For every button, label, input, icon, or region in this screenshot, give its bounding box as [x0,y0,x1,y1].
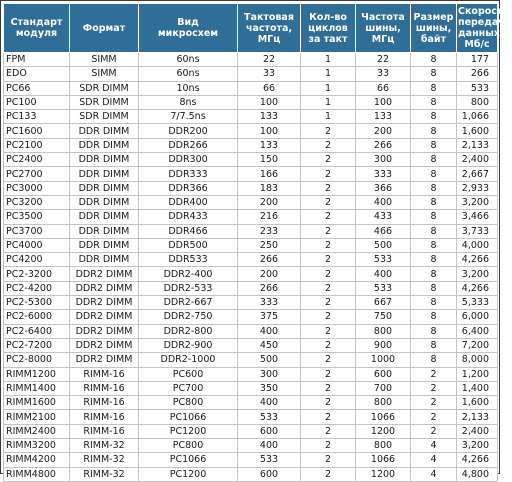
cell-transfer-rate: 1,066 [457,110,498,124]
cell-bus-width: 8 [411,224,457,238]
memory-module-spec-table [3,3,512,482]
cell-chip-type: DDR2-750 [139,310,238,324]
cell-bus-frequency: 750 [356,310,411,324]
cell-bus-frequency: 533 [356,281,411,295]
cell-cycles-per-clock: 2 [301,253,356,267]
cell-cycles-per-clock: 2 [301,424,356,438]
cell-clock-frequency: 600 [238,467,301,481]
cell-cycles-per-clock: 2 [301,353,356,367]
table-row [4,296,498,310]
cell-clock-frequency: 133 [238,110,301,124]
header-bus-frequency: Частота шины, МГц [356,4,411,53]
cell-module-standard: PC2-8000 [4,353,70,367]
cell-chip-type: 8ns [139,95,238,109]
cell-transfer-rate: 7,200 [457,338,498,352]
cell-format: SDR DIMM [70,81,139,95]
cell-bus-frequency: 100 [356,95,411,109]
cell-cycles-per-clock: 2 [301,296,356,310]
cell-chip-type: PC1200 [139,467,238,481]
cell-cycles-per-clock: 2 [301,396,356,410]
cell-bus-width: 2 [411,381,457,395]
cell-transfer-rate: 3,200 [457,195,498,209]
cell-bus-width: 2 [411,410,457,424]
table-row [4,453,498,467]
cell-format: DDR2 DIMM [70,338,139,352]
cell-clock-frequency: 250 [238,238,301,252]
cell-cycles-per-clock: 2 [301,138,356,152]
cell-format: RIMM-16 [70,367,139,381]
cell-bus-width: 8 [411,153,457,167]
cell-chip-type: DDR2-533 [139,281,238,295]
cell-cycles-per-clock: 2 [301,210,356,224]
cell-chip-type: DDR2-667 [139,296,238,310]
cell-module-standard: PC1600 [4,124,70,138]
cell-chip-type: DDR2-900 [139,338,238,352]
cell-bus-frequency: 800 [356,396,411,410]
cell-bus-width: 2 [411,396,457,410]
cell-bus-width: 8 [411,95,457,109]
cell-module-standard: RIMM3200 [4,439,70,453]
cell-chip-type: PC600 [139,367,238,381]
cell-clock-frequency: 400 [238,396,301,410]
cell-transfer-rate: 4,266 [457,253,498,267]
table-row [4,310,498,324]
cell-transfer-rate: 2,133 [457,138,498,152]
cell-transfer-rate: 1,600 [457,396,498,410]
cell-transfer-rate: 4,000 [457,238,498,252]
table-row [4,338,498,352]
table-row [4,95,498,109]
cell-bus-width: 8 [411,67,457,81]
cell-bus-width: 8 [411,167,457,181]
cell-chip-type: DDR2-800 [139,324,238,338]
cell-bus-frequency: 466 [356,224,411,238]
cell-bus-width: 8 [411,253,457,267]
header-bus-width: Размер шины, байт [411,4,457,53]
cell-clock-frequency: 200 [238,267,301,281]
cell-cycles-per-clock: 2 [301,439,356,453]
cell-clock-frequency: 166 [238,167,301,181]
cell-bus-width: 2 [411,424,457,438]
cell-clock-frequency: 266 [238,281,301,295]
cell-bus-frequency: 500 [356,238,411,252]
cell-bus-frequency: 1000 [356,353,411,367]
header-chip-type: Вид микросхем [139,4,238,53]
cell-cycles-per-clock: 2 [301,267,356,281]
table-header [4,4,512,53]
cell-format: DDR DIMM [70,238,139,252]
table-row [4,195,498,209]
cell-module-standard: PC4000 [4,238,70,252]
table-row [4,153,498,167]
cell-transfer-rate: 1,600 [457,124,498,138]
cell-bus-frequency: 800 [356,439,411,453]
cell-bus-frequency: 533 [356,253,411,267]
cell-format: SIMM [70,53,139,67]
cell-bus-frequency: 800 [356,324,411,338]
cell-clock-frequency: 500 [238,353,301,367]
cell-clock-frequency: 400 [238,324,301,338]
cell-cycles-per-clock: 1 [301,95,356,109]
cell-format: RIMM-32 [70,453,139,467]
header-row [4,4,498,53]
cell-cycles-per-clock: 1 [301,67,356,81]
header-cycles-per-clock: Кол-во циклов за такт [301,4,356,53]
table-row [4,181,498,195]
cell-cycles-per-clock: 2 [301,467,356,481]
table-row [4,224,498,238]
cell-cycles-per-clock: 2 [301,181,356,195]
cell-module-standard: RIMM1600 [4,396,70,410]
cell-format: DDR2 DIMM [70,281,139,295]
cell-clock-frequency: 533 [238,410,301,424]
cell-transfer-rate: 533 [457,81,498,95]
cell-format: DDR2 DIMM [70,267,139,281]
cell-bus-frequency: 433 [356,210,411,224]
cell-chip-type: DDR333 [139,167,238,181]
cell-clock-frequency: 533 [238,453,301,467]
cell-transfer-rate: 4,266 [457,281,498,295]
cell-chip-type: DDR433 [139,210,238,224]
cell-clock-frequency: 100 [238,124,301,138]
cell-cycles-per-clock: 2 [301,281,356,295]
cell-transfer-rate: 800 [457,95,498,109]
cell-bus-width: 8 [411,53,457,67]
cell-format: RIMM-32 [70,467,139,481]
cell-transfer-rate: 3,466 [457,210,498,224]
cell-chip-type: DDR300 [139,153,238,167]
table-row [4,467,498,481]
cell-bus-width: 8 [411,124,457,138]
cell-bus-frequency: 1200 [356,424,411,438]
cell-bus-frequency: 600 [356,367,411,381]
table-row [4,424,498,438]
cell-clock-frequency: 33 [238,67,301,81]
cell-cycles-per-clock: 2 [301,338,356,352]
cell-bus-frequency: 1066 [356,410,411,424]
cell-module-standard: PC66 [4,81,70,95]
table-row [4,167,498,181]
cell-bus-width: 8 [411,324,457,338]
cell-cycles-per-clock: 1 [301,53,356,67]
cell-chip-type: DDR400 [139,195,238,209]
table-row [4,353,498,367]
cell-bus-width: 8 [411,181,457,195]
cell-module-standard: RIMM4200 [4,453,70,467]
table-row [4,67,498,81]
cell-module-standard: PC2-4200 [4,281,70,295]
cell-chip-type: DDR366 [139,181,238,195]
cell-format: DDR DIMM [70,253,139,267]
cell-module-standard: PC2700 [4,167,70,181]
cell-chip-type: PC700 [139,381,238,395]
cell-format: DDR2 DIMM [70,310,139,324]
cell-bus-frequency: 1066 [356,453,411,467]
cell-module-standard: PC3000 [4,181,70,195]
cell-format: DDR2 DIMM [70,324,139,338]
cell-module-standard: RIMM1200 [4,367,70,381]
table-row [4,124,498,138]
cell-module-standard: PC3500 [4,210,70,224]
cell-clock-frequency: 450 [238,338,301,352]
cell-transfer-rate: 4,266 [457,453,498,467]
cell-clock-frequency: 233 [238,224,301,238]
cell-transfer-rate: 5,333 [457,296,498,310]
cell-bus-frequency: 266 [356,138,411,152]
cell-format: DDR DIMM [70,167,139,181]
cell-module-standard: PC3700 [4,224,70,238]
table-row [4,238,498,252]
cell-bus-width: 8 [411,338,457,352]
cell-bus-frequency: 400 [356,195,411,209]
cell-chip-type: PC1066 [139,453,238,467]
table-row [4,138,498,152]
cell-transfer-rate: 2,667 [457,167,498,181]
table-row [4,410,498,424]
cell-format: DDR DIMM [70,210,139,224]
cell-chip-type: 60ns [139,53,238,67]
cell-clock-frequency: 350 [238,381,301,395]
cell-bus-frequency: 133 [356,110,411,124]
cell-bus-width: 8 [411,138,457,152]
cell-clock-frequency: 183 [238,181,301,195]
cell-clock-frequency: 133 [238,138,301,152]
cell-chip-type: DDR266 [139,138,238,152]
table-row [4,53,498,67]
cell-cycles-per-clock: 2 [301,410,356,424]
cell-clock-frequency: 100 [238,95,301,109]
header-transfer-rate: Скорость передачи данных, Мб/с [457,4,498,53]
cell-transfer-rate: 2,400 [457,153,498,167]
cell-clock-frequency: 600 [238,424,301,438]
cell-clock-frequency: 200 [238,195,301,209]
cell-cycles-per-clock: 2 [301,124,356,138]
cell-bus-width: 4 [411,453,457,467]
cell-cycles-per-clock: 2 [301,224,356,238]
cell-module-standard: PC2-3200 [4,267,70,281]
cell-format: DDR DIMM [70,181,139,195]
cell-clock-frequency: 400 [238,439,301,453]
cell-transfer-rate: 2,933 [457,181,498,195]
cell-bus-width: 8 [411,353,457,367]
header-module-standard: Стандарт модуля [4,4,70,53]
cell-format: DDR DIMM [70,124,139,138]
cell-chip-type: DDR533 [139,253,238,267]
cell-module-standard: PC2-5300 [4,296,70,310]
cell-bus-width: 8 [411,210,457,224]
cell-bus-width: 4 [411,439,457,453]
table-body [4,53,498,482]
cell-module-standard: PC2-7200 [4,338,70,352]
cell-bus-width: 8 [411,296,457,310]
cell-module-standard: RIMM2400 [4,424,70,438]
table-row [4,381,498,395]
cell-module-standard: RIMM1400 [4,381,70,395]
cell-module-standard: PC2400 [4,153,70,167]
cell-clock-frequency: 266 [238,253,301,267]
cell-chip-type: 60ns [139,67,238,81]
cell-transfer-rate: 3,733 [457,224,498,238]
cell-module-standard: PC133 [4,110,70,124]
cell-bus-width: 8 [411,195,457,209]
cell-format: SDR DIMM [70,110,139,124]
cell-bus-frequency: 200 [356,124,411,138]
cell-transfer-rate: 6,400 [457,324,498,338]
cell-module-standard: PC4200 [4,253,70,267]
cell-transfer-rate: 177 [457,53,498,67]
table-row [4,110,498,124]
cell-clock-frequency: 300 [238,367,301,381]
cell-chip-type: 7/7.5ns [139,110,238,124]
cell-format: DDR DIMM [70,138,139,152]
cell-module-standard: RIMM2100 [4,410,70,424]
cell-format: RIMM-16 [70,410,139,424]
cell-bus-width: 8 [411,267,457,281]
cell-cycles-per-clock: 2 [301,238,356,252]
cell-bus-frequency: 400 [356,267,411,281]
cell-bus-frequency: 1200 [356,467,411,481]
table-row [4,324,498,338]
cell-chip-type: DDR2-1000 [139,353,238,367]
cell-transfer-rate: 2,400 [457,424,498,438]
cell-module-standard: PC2100 [4,138,70,152]
header-format: Формат [70,4,139,53]
cell-bus-frequency: 667 [356,296,411,310]
cell-module-standard: EDO [4,67,70,81]
cell-module-standard: FPM [4,53,70,67]
cell-transfer-rate: 2,133 [457,410,498,424]
cell-clock-frequency: 66 [238,81,301,95]
cell-format: DDR DIMM [70,224,139,238]
cell-format: DDR2 DIMM [70,353,139,367]
cell-chip-type: DDR466 [139,224,238,238]
cell-chip-type: DDR200 [139,124,238,138]
cell-bus-width: 8 [411,238,457,252]
cell-format: DDR DIMM [70,153,139,167]
cell-cycles-per-clock: 2 [301,195,356,209]
cell-module-standard: RIMM4800 [4,467,70,481]
cell-format: SDR DIMM [70,95,139,109]
cell-bus-width: 2 [411,367,457,381]
cell-chip-type: PC1200 [139,424,238,438]
cell-clock-frequency: 216 [238,210,301,224]
cell-chip-type: DDR500 [139,238,238,252]
cell-transfer-rate: 8,000 [457,353,498,367]
cell-module-standard: PC2-6000 [4,310,70,324]
cell-bus-frequency: 66 [356,81,411,95]
cell-transfer-rate: 266 [457,67,498,81]
cell-module-standard: PC3200 [4,195,70,209]
cell-module-standard: PC100 [4,95,70,109]
cell-chip-type: 10ns [139,81,238,95]
cell-transfer-rate: 6,000 [457,310,498,324]
cell-clock-frequency: 375 [238,310,301,324]
cell-bus-frequency: 700 [356,381,411,395]
cell-bus-frequency: 300 [356,153,411,167]
cell-chip-type: PC800 [139,396,238,410]
cell-cycles-per-clock: 2 [301,167,356,181]
table-row [4,210,498,224]
cell-cycles-per-clock: 2 [301,367,356,381]
table-row [4,81,498,95]
cell-bus-frequency: 900 [356,338,411,352]
cell-transfer-rate: 1,400 [457,381,498,395]
cell-format: SIMM [70,67,139,81]
cell-clock-frequency: 333 [238,296,301,310]
table-row [4,281,498,295]
cell-format: DDR DIMM [70,195,139,209]
cell-transfer-rate: 3,200 [457,267,498,281]
table-row [4,396,498,410]
cell-bus-frequency: 333 [356,167,411,181]
cell-cycles-per-clock: 2 [301,381,356,395]
cell-bus-width: 8 [411,281,457,295]
cell-bus-width: 8 [411,310,457,324]
cell-format: RIMM-16 [70,396,139,410]
cell-chip-type: PC1066 [139,410,238,424]
cell-format: RIMM-32 [70,439,139,453]
header-clock-frequency: Тактовая частота, МГц [238,4,301,53]
cell-bus-frequency: 22 [356,53,411,67]
cell-cycles-per-clock: 1 [301,110,356,124]
table-row [4,267,498,281]
cell-bus-frequency: 33 [356,67,411,81]
cell-format: RIMM-16 [70,424,139,438]
cell-module-standard: PC2-6400 [4,324,70,338]
cell-bus-width: 8 [411,110,457,124]
cell-cycles-per-clock: 2 [301,153,356,167]
cell-cycles-per-clock: 2 [301,453,356,467]
cell-format: RIMM-16 [70,381,139,395]
cell-transfer-rate: 4,800 [457,467,498,481]
table-row [4,253,498,267]
cell-cycles-per-clock: 2 [301,324,356,338]
cell-cycles-per-clock: 2 [301,310,356,324]
cell-transfer-rate: 1,200 [457,367,498,381]
table-row [4,439,498,453]
cell-chip-type: DDR2-400 [139,267,238,281]
cell-bus-width: 8 [411,81,457,95]
cell-transfer-rate: 3,200 [457,439,498,453]
cell-bus-frequency: 366 [356,181,411,195]
cell-clock-frequency: 150 [238,153,301,167]
cell-cycles-per-clock: 1 [301,81,356,95]
cell-format: DDR2 DIMM [70,296,139,310]
cell-bus-width: 4 [411,467,457,481]
table-row [4,367,498,381]
cell-clock-frequency: 22 [238,53,301,67]
cell-chip-type: PC800 [139,439,238,453]
